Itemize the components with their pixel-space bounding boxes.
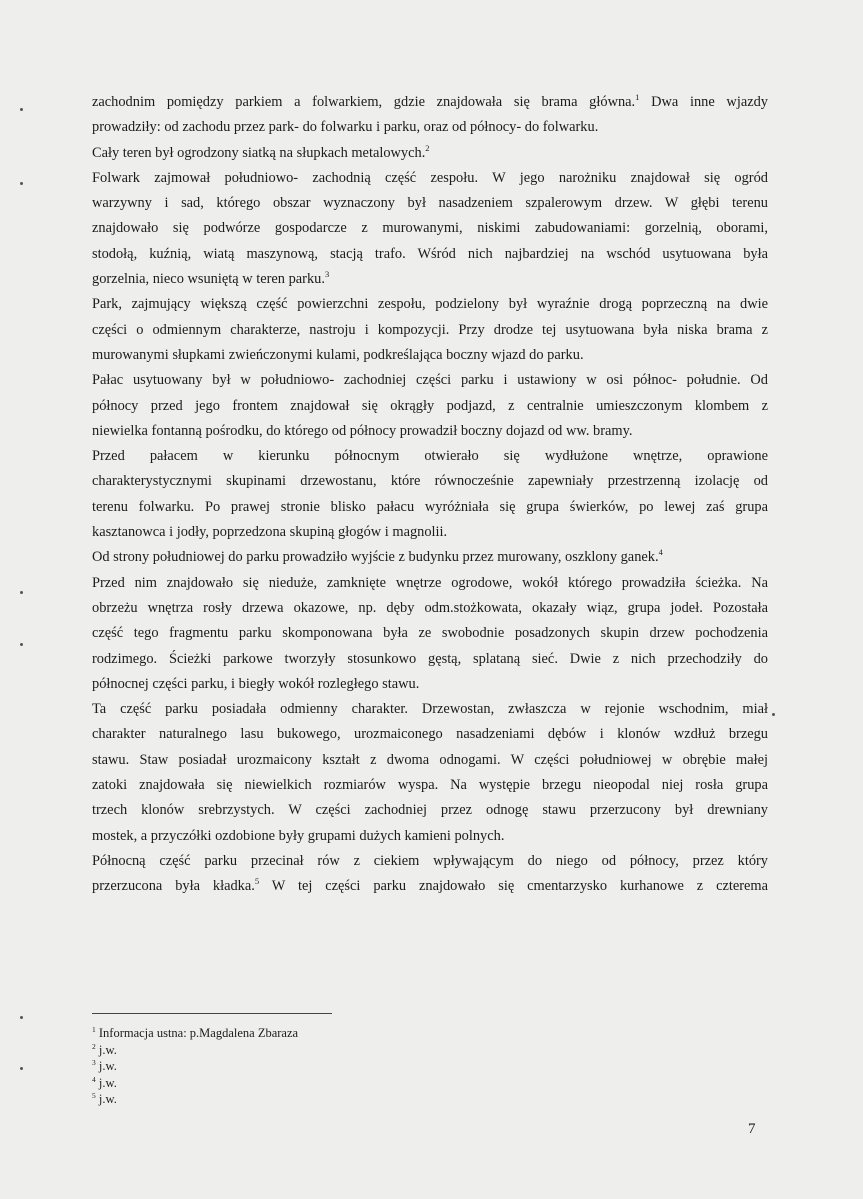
text-line-continuation: W tej części parku znajdowało się cmentarzysko kurhanowe z czterema — [259, 878, 769, 895]
text-line — [92, 545, 768, 570]
text-line-content: charakterystycznymi skupinami drzewostanu, które równocześnie zapewniały przestrzenną izolację od — [92, 473, 768, 490]
text-line-content: warzywny i sad, którego obszar wyznaczony był nasadzeniem szpalerowym drzew. W głębi terenu — [92, 195, 768, 212]
text-line — [92, 798, 768, 823]
footnote-text: j.w. — [98, 1042, 117, 1057]
text-line — [92, 368, 768, 393]
footnote-text: j.w. — [98, 1075, 117, 1090]
footnote-reference: 5 — [254, 876, 260, 887]
text-line-content: prowadziły: od zachodu przez park- do folwarku i parku, oraz od północy- do folwarku. — [92, 119, 599, 136]
text-line-content: mostek, a przyczółki ozdobione były grupami dużych kamieni polnych. — [92, 827, 505, 844]
footnote — [92, 1042, 298, 1059]
text-line-content: murowanymi słupkami zwieńczonymi kulami, podkreślająca boczny wjazd do parku. — [92, 346, 584, 363]
footnote-text: j.w. — [98, 1092, 117, 1106]
text-line — [92, 621, 768, 646]
footnote-text: j.w. — [98, 1059, 117, 1073]
text-line-content: stodołą, kuźnią, wiatą maszynową, stacją trafo. Wśród nich najbardziej na wschód usytuowana była — [92, 245, 768, 262]
text-line — [92, 267, 768, 292]
text-line — [92, 495, 768, 520]
footnote-reference: 2 — [425, 142, 430, 153]
scan-speck — [20, 643, 23, 646]
footnote-number: 3 — [92, 1057, 96, 1067]
text-line-content: Od strony południowej do parku prowadziło wyjście z budynku przez murowany, oszklony ganek. — [92, 549, 659, 566]
footnote — [92, 1075, 298, 1092]
footnote — [92, 1025, 298, 1042]
text-line-content: trzech klonów srebrzystych. W części zachodniej przez odnogę stawu przerzucony był drewniany — [92, 802, 768, 819]
footnote-reference: 1 — [635, 92, 640, 103]
text-line-content: części o odmiennym charakterze, nastroju i kompozycji. Przy drodze tej usytuowana była niska brama z — [92, 321, 768, 338]
text-line — [92, 115, 768, 140]
text-line-content: zatoki znajdowała się niewielkich rozmiarów wyspa. Na występie brzegu nieopodal niej rosła grupa — [92, 777, 768, 794]
scan-speck — [20, 108, 23, 111]
text-line — [92, 571, 768, 596]
footnote-number: 1 — [92, 1024, 96, 1034]
text-line-content: Park, zajmujący większą część powierzchni zespołu, podzielony był wyraźnie drogą poprzeczną na dwie — [92, 296, 768, 313]
text-line-content: obrzeżu wnętrza rosły drzewa okazowe, np. dęby odm.stożkowata, okazały wiąz, grupa jodeł. Pozostała — [92, 599, 768, 616]
text-line — [92, 141, 768, 166]
text-line-content: część tego fragmentu parku skomponowana była ze swobodnie posadzonych skupin drzew pochodzenia — [92, 625, 768, 642]
text-line — [92, 874, 768, 899]
text-line — [92, 242, 768, 267]
text-line-content: charakter naturalnego lasu bukowego, urozmaiconego nasadzeniami dębów i klonów wzdłuż brzegu — [92, 726, 768, 743]
text-line — [92, 166, 768, 191]
text-line — [92, 90, 768, 115]
scan-speck — [20, 1067, 23, 1070]
text-line — [92, 419, 768, 444]
scan-speck — [20, 591, 23, 594]
text-line-continuation: Dwa inne wjazdy — [639, 94, 768, 110]
footnote-reference: 3 — [324, 269, 330, 280]
text-line-content: stawu. Staw posiadał urozmaicony kształt z dwoma odnogami. W części południowej w obrębie małej — [92, 751, 768, 768]
footnote-number: 4 — [92, 1074, 96, 1084]
text-line-content: Folwark zajmował południowo- zachodnią część zespołu. W jego narożniku znajdował się ogród — [92, 169, 768, 186]
footnote-number: 2 — [92, 1041, 96, 1051]
footnote — [92, 1091, 298, 1108]
footnote-reference: 4 — [658, 547, 663, 558]
text-line — [92, 672, 768, 697]
text-line-content: północy przed jego frontem znajdował się okrągły podjazd, z centralnie umieszczonym klombem z — [92, 397, 768, 414]
scan-speck — [20, 182, 23, 185]
text-line-content: Ta część parku posiadała odmienny charakter. Drzewostan, zwłaszcza w rejonie wschodnim, miał — [92, 701, 768, 718]
text-line-content: Cały teren był ogrodzony siatką na słupkach metalowych. — [92, 144, 426, 161]
text-line — [92, 849, 768, 874]
text-line-content: północnej części parku, i biegły wokół rozległego stawu. — [92, 675, 420, 692]
text-line — [92, 520, 768, 545]
text-line-content: przerzucona była kładka. — [92, 878, 255, 895]
text-line-content: Przed nim znajdowało się nieduże, zamknięte wnętrze ogrodowe, wokół którego prowadziła ścieżka. Na — [92, 574, 768, 591]
text-line — [92, 292, 768, 317]
text-line — [92, 191, 768, 216]
footnotes — [92, 1025, 298, 1108]
text-line — [92, 722, 768, 747]
text-line-content: zachodnim pomiędzy parkiem a folwarkiem, gdzie znajdowała się brama główna. — [92, 94, 636, 110]
text-line — [92, 394, 768, 419]
text-line — [92, 444, 768, 469]
text-line-content: Północną część parku przecinał rów z ciekiem wpływającym do niego od północy, przez który — [92, 852, 768, 869]
text-line-content: terenu folwarku. Po prawej stronie blisko pałacu wyróżniała się grupa świerków, po lewej zaś grupa — [92, 498, 768, 515]
text-line-content: niewielka fontanną pośrodku, do którego od północy prowadził boczny dojazd od ww. bramy. — [92, 422, 633, 439]
text-line-content: znajdowało się podwórze gospodarcze z murowanymi, niskimi zabudowaniami: gorzelnią, oborami, — [92, 220, 768, 237]
text-line-content: gorzelnia, nieco wsuniętą w teren parku. — [92, 271, 325, 288]
text-line-content: Pałac usytuowany był w południowo- zachodniej części parku i ustawiony w osi północ- południe. Od — [92, 372, 768, 389]
text-line — [92, 824, 768, 849]
footnote-number: 5 — [92, 1090, 96, 1100]
text-line — [92, 748, 768, 773]
text-line — [92, 318, 768, 343]
scan-speck — [20, 1016, 23, 1019]
footnote — [92, 1058, 298, 1075]
page-number: 7 — [748, 1121, 756, 1137]
text-line — [92, 647, 768, 672]
text-line — [92, 697, 768, 722]
body-text — [92, 90, 768, 900]
scan-speck — [772, 713, 775, 716]
text-line-content: Przed pałacem w kierunku północnym otwierało się wydłużone wnętrze, oprawione — [92, 448, 768, 465]
text-line — [92, 773, 768, 798]
text-line — [92, 596, 768, 621]
footnote-text: Informacja ustna: p.Magdalena Zbaraza — [98, 1026, 299, 1040]
text-line — [92, 469, 768, 494]
text-line-content: rodzimego. Ścieżki parkowe tworzyły stosunkowo gęstą, splataną sieć. Dwie z nich przechodziły do — [92, 650, 768, 667]
text-line — [92, 216, 768, 241]
text-line — [92, 343, 768, 368]
footnote-separator — [92, 1013, 332, 1014]
text-line-content: kasztanowca i jodły, poprzedzona skupiną głogów i magnolii. — [92, 524, 448, 541]
